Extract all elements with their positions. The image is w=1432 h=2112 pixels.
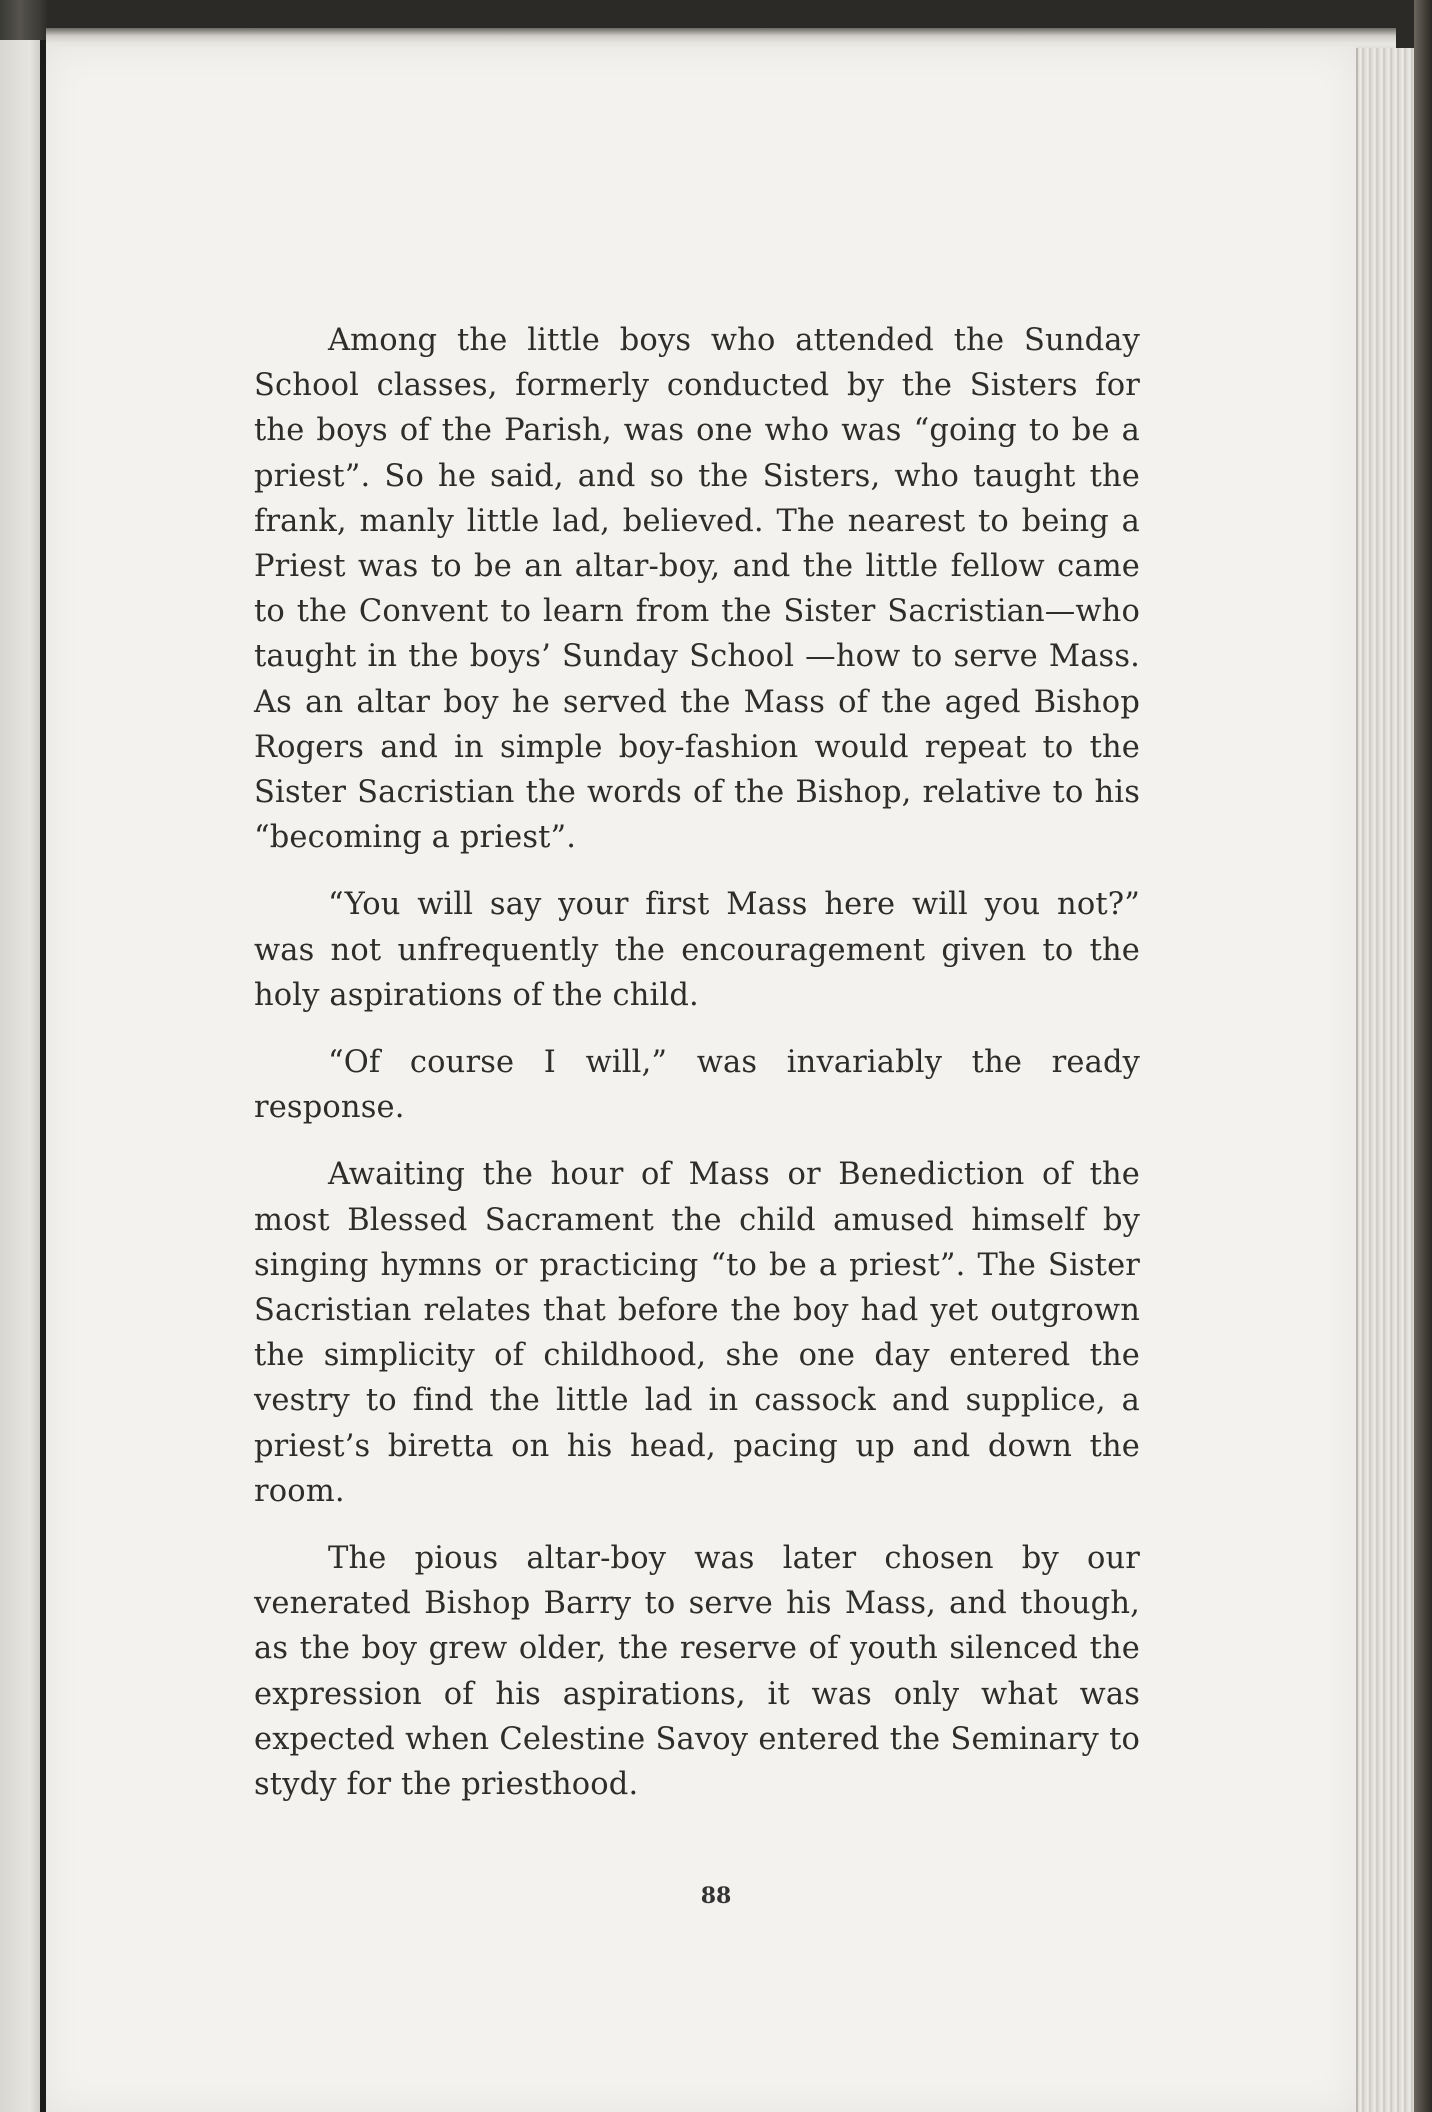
paragraph: “Of course I will,” was invariably the ready response. bbox=[254, 1045, 1140, 1126]
book-cover-edge bbox=[1414, 0, 1432, 2112]
page-stack-edges bbox=[1356, 48, 1416, 2112]
paragraph: The pious altar-boy was later chosen by our venerated Bishop Barry to serve his Mass, and though, as the boy grew older, the reserve of youth silenced the expression of his aspirations, it was only what was expected when Celestine Savoy entered the Seminary to stydy for the priesthood. bbox=[254, 1541, 1140, 1803]
paragraph: Among the little boys who attended the Sunday School classes, formerly conducted by the Sisters for the boys of the Parish, was one who was “going to be a priest”. So he said, and so the Sisters, who taught the frank, manly little lad, believed. The nearest to being a Priest was to be an altar-boy, and the little fellow came to the Convent to learn from the Sister Sacristian—who taught in the boys’ Sunday School —how to serve Mass. As an altar boy he served the Mass of the aged Bishop Rogers and in simple boy-fashion would repeat to the Sister Sacristian the words of the Bishop, relative to his “becoming a priest”. bbox=[254, 323, 1140, 856]
body-text bbox=[254, 318, 1140, 1829]
paragraph: “You will say your first Mass here will you not?” was not unfrequently the encouragement given to the holy aspirations of the child. bbox=[254, 887, 1140, 1013]
left-page-edge bbox=[0, 40, 44, 2112]
paragraph: Awaiting the hour of Mass or Benediction of the most Blessed Sacrament the child amused himself by singing hymns or practicing “to be a priest”. The Sister Sacristian relates that before the boy had yet outgrown the simplicity of childhood, she one day entered the vestry to find the little lad in cassock and supplice, a priest’s biretta on his head, pacing up and down the room. bbox=[254, 1157, 1140, 1509]
page-number: 88 bbox=[700, 1883, 732, 1909]
